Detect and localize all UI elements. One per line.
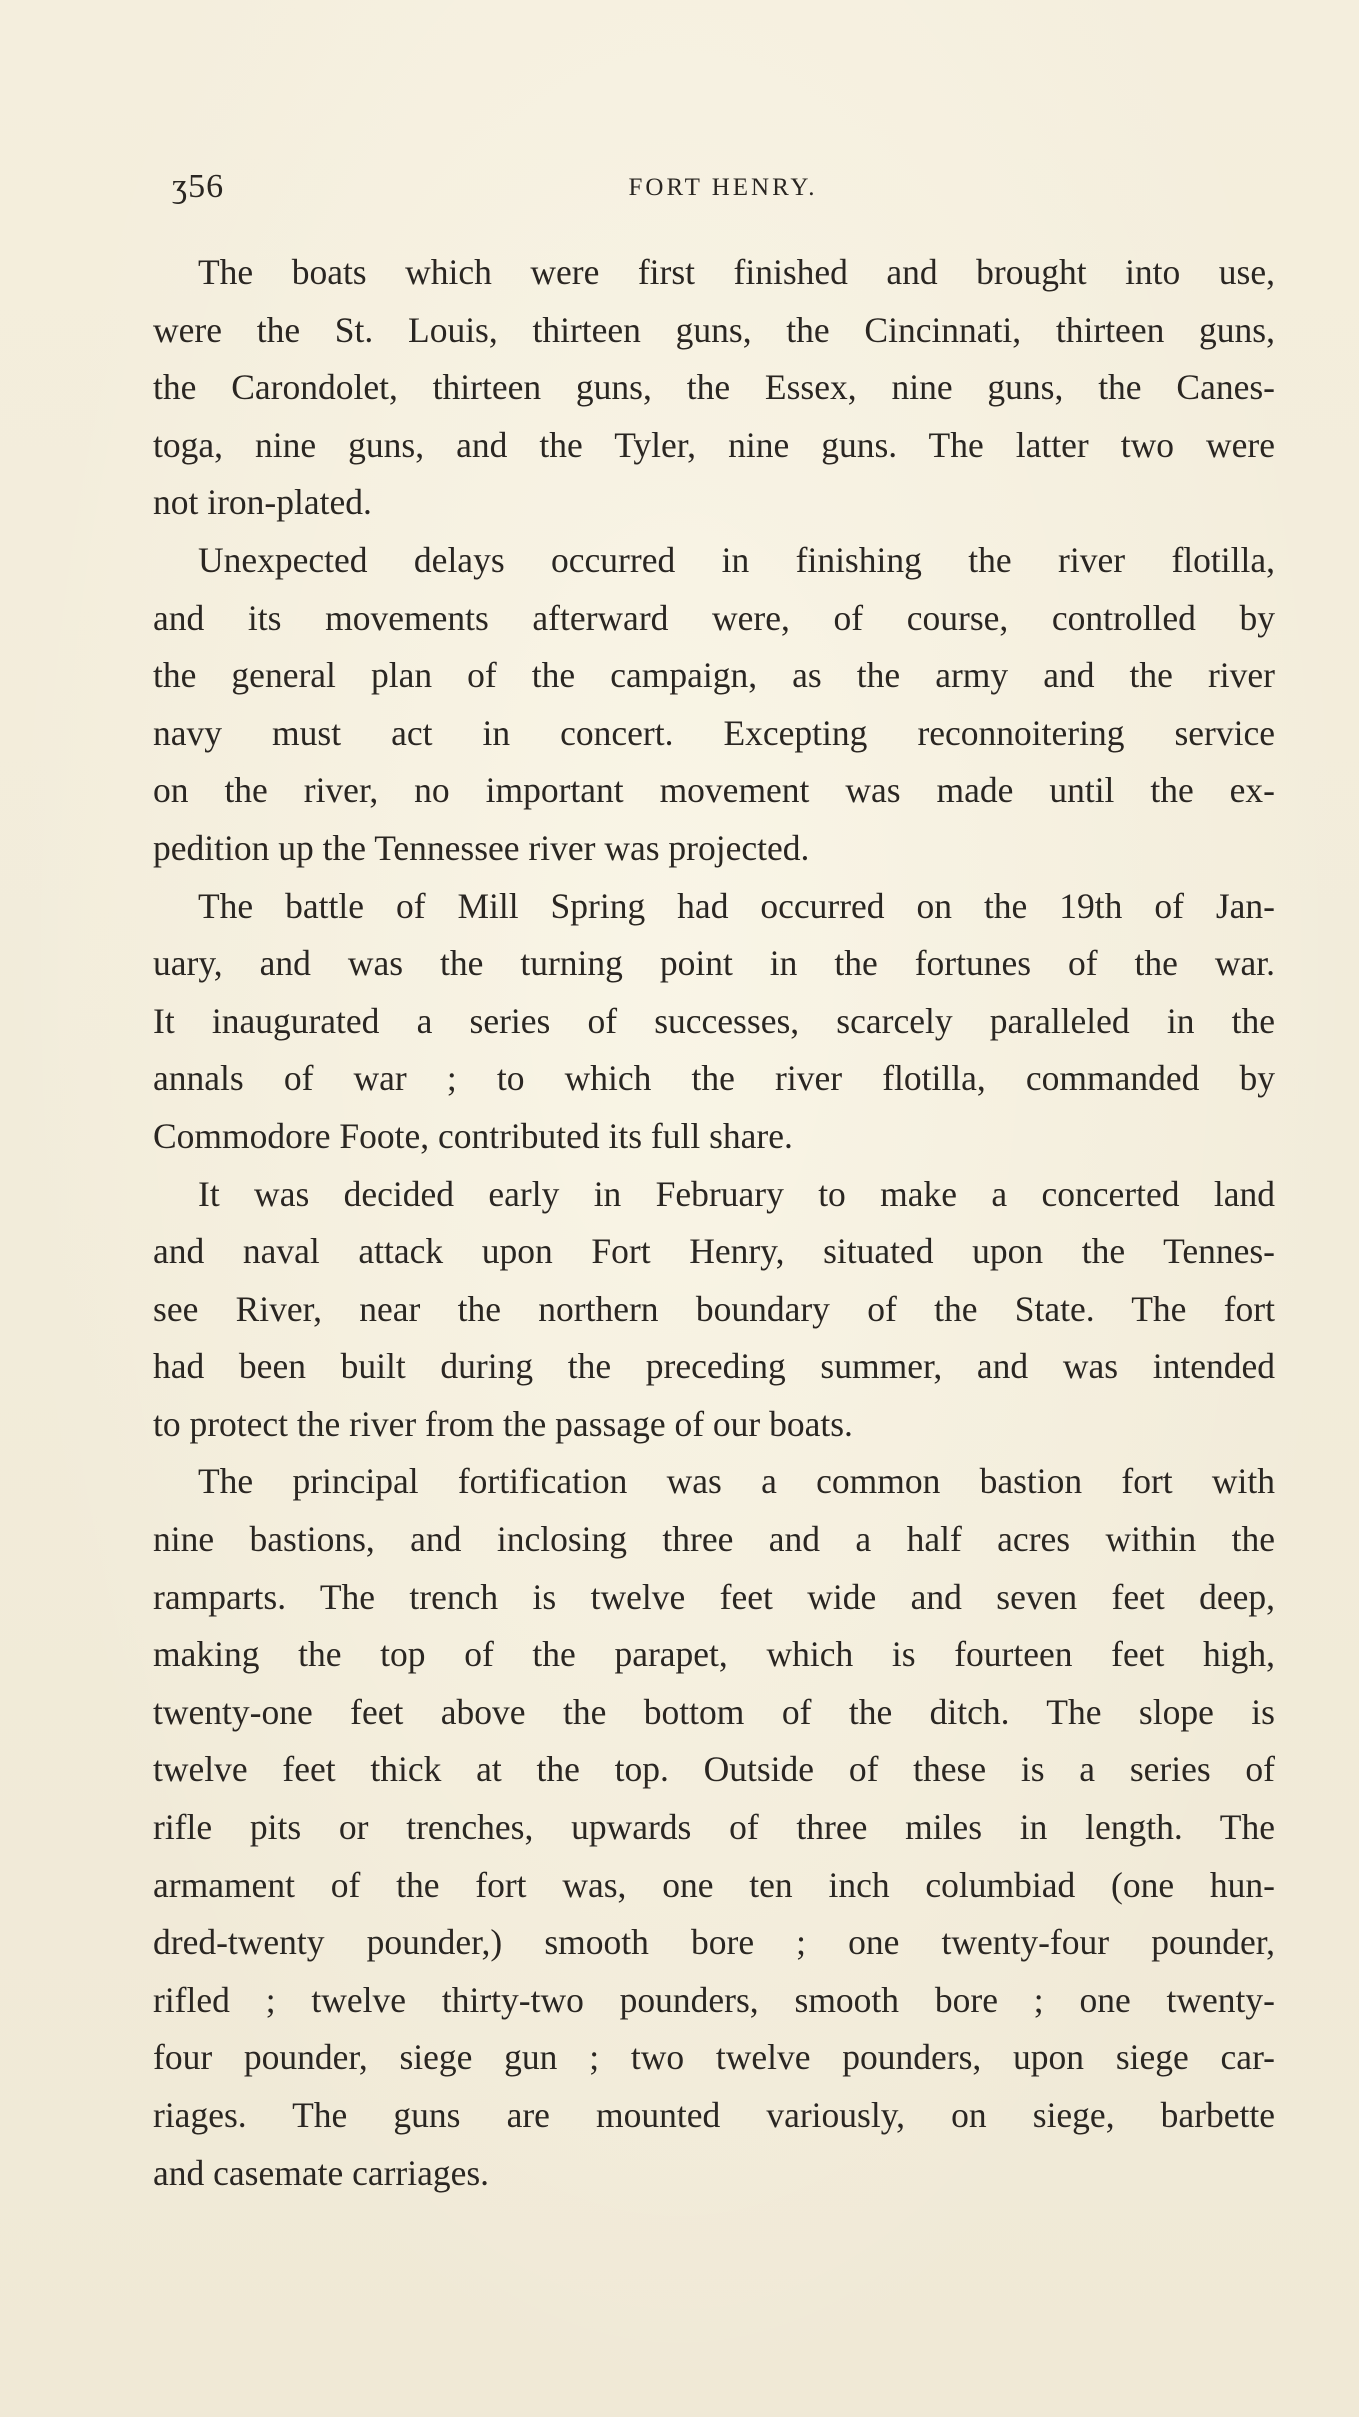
text-line: The principal fortification was a common bastion fort with [198, 1461, 1275, 1502]
text-line: riages. The guns are mounted variously, on siege, barbette [153, 2095, 1275, 2135]
text-line: rifle pits or trenches, upwards of three miles in length. The [153, 1807, 1275, 1848]
text-line: The boats which were first finished and brought into use, [198, 252, 1275, 292]
text-line: twelve feet thick at the top. Outside of these is a series of [153, 1749, 1275, 1790]
text-line: rifled ; twelve thirty-two pounders, smooth bore ; one twenty- [153, 1979, 1275, 2020]
text-line: making the top of the parapet, which is fourteen feet high, [153, 1634, 1275, 1675]
text-line: navy must act in concert. Excepting reconnoitering service [153, 712, 1275, 753]
text-line: It was decided early in February to make a concerted land [198, 1173, 1275, 1214]
body-text [153, 244, 1275, 2202]
text-line: toga, nine guns, and the Tyler, nine guns. The latter two were [153, 424, 1275, 465]
text-line: to protect the river from the passage of our boats. [153, 1403, 853, 1444]
text-line: twenty-one feet above the bottom of the ditch. The slope is [153, 1691, 1275, 1732]
running-title: FORT HENRY. [628, 174, 818, 201]
running-head [172, 168, 1274, 208]
text-line: and its movements afterward were, of course, controlled by [153, 597, 1275, 638]
text-line: ramparts. The trench is twelve feet wide and seven feet deep, [153, 1576, 1275, 1617]
text-line: Unexpected delays occurred in finishing the river flotilla, [198, 539, 1275, 580]
text-line: annals of war ; to which the river flotilla, commanded by [153, 1058, 1275, 1099]
text-line: the Carondolet, thirteen guns, the Essex, nine guns, the Canes- [153, 367, 1275, 408]
text-line: nine bastions, and inclosing three and a half acres within the [153, 1519, 1275, 1560]
text-line: dred-twenty pounder,) smooth bore ; one twenty-four pounder, [153, 1922, 1275, 1963]
text-line: Commodore Foote, contributed its full share. [153, 1115, 793, 1156]
text-line: The battle of Mill Spring had occurred on the 19th of Jan- [198, 885, 1275, 926]
text-line: had been built during the preceding summer, and was intended [153, 1346, 1275, 1387]
text-line: It inaugurated a series of successes, scarcely paralleled in the [153, 1000, 1275, 1041]
text-line: were the St. Louis, thirteen guns, the Cincinnati, thirteen guns, [153, 309, 1275, 350]
text-line: and naval attack upon Fort Henry, situated upon the Tennes- [153, 1231, 1275, 1272]
text-line: pedition up the Tennessee river was projected. [153, 827, 810, 868]
text-line: uary, and was the turning point in the fortunes of the war. [153, 943, 1275, 984]
text-line: on the river, no important movement was made until the ex- [153, 770, 1275, 811]
text-line: see River, near the northern boundary of the State. The fort [153, 1288, 1275, 1329]
text-line: armament of the fort was, one ten inch columbiad (one hun- [153, 1864, 1275, 1905]
text-line: the general plan of the campaign, as the army and the river [153, 655, 1275, 696]
text-line: and casemate carriages. [153, 2152, 490, 2193]
text-line: four pounder, siege gun ; two twelve pounders, upon siege car- [153, 2037, 1275, 2078]
text-line: not iron-plated. [153, 482, 372, 523]
page-number: ʒ56 [172, 168, 225, 205]
